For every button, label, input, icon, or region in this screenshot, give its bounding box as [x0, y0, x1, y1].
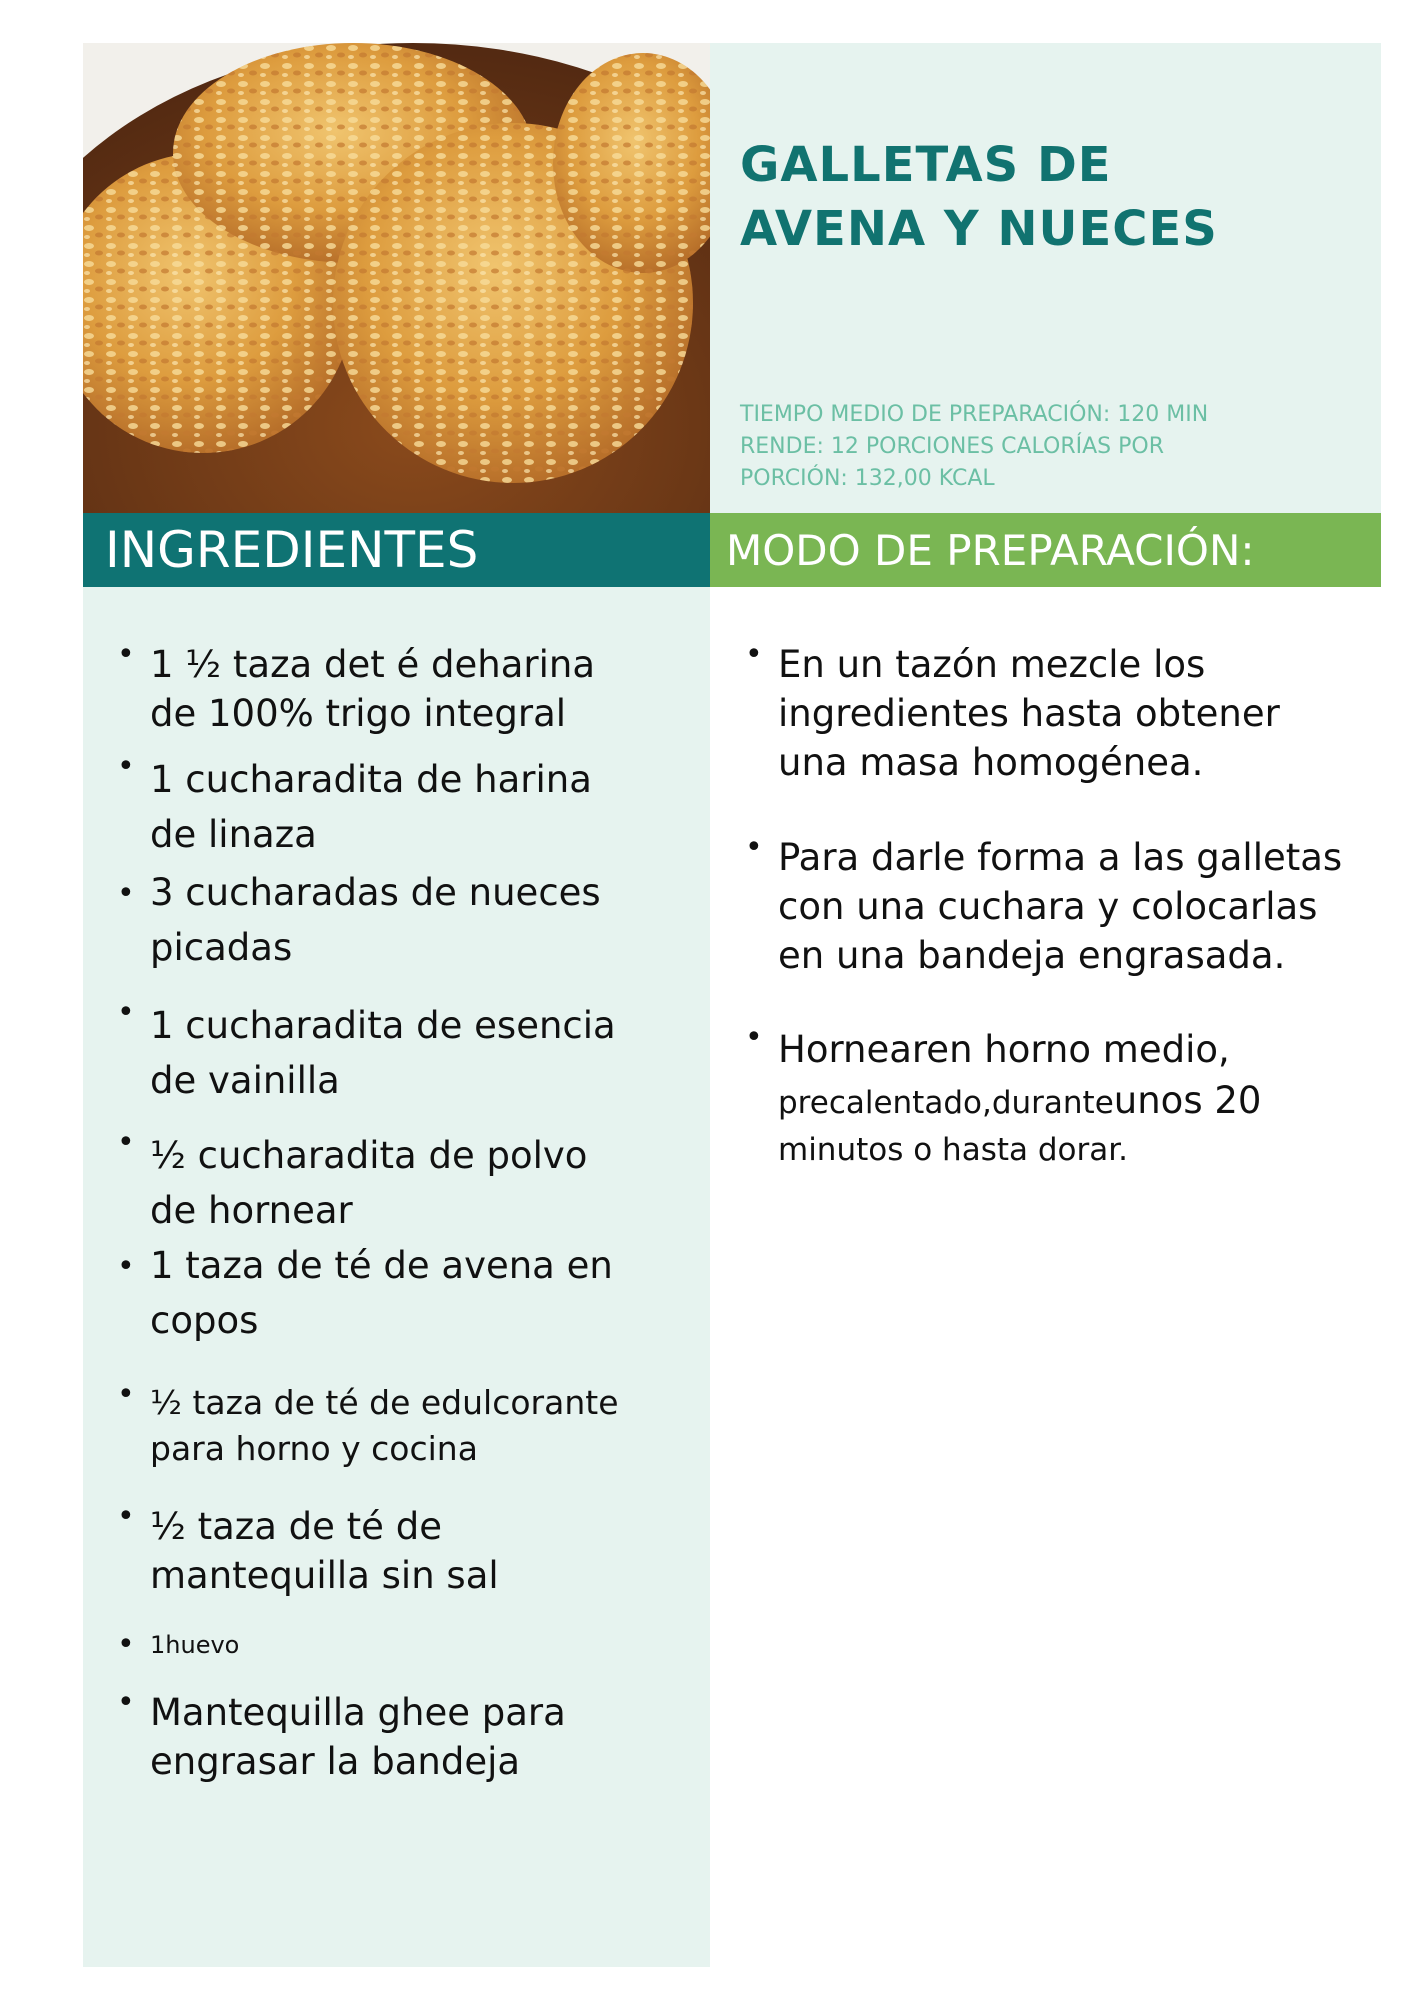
ingredient-item: • 1 cucharadita de esencia de vainilla: [117, 995, 616, 1102]
bullet: •: [117, 876, 135, 911]
cookies-photo: [83, 43, 710, 513]
ingredient-item: • 1 taza de té de avena en copos: [117, 1244, 613, 1342]
step-item: • Hornearen horno medio, precalentado,duranteunos 20 minutos o hasta dorar.: [745, 1020, 1262, 1168]
ingredients-heading: INGREDIENTES: [83, 513, 710, 587]
bullet: •: [117, 1125, 135, 1160]
recipe-title-line2: AVENA Y NUECES: [740, 201, 1218, 257]
bullet: •: [117, 1377, 135, 1412]
ingredient-item: • ½ taza de té de mantequilla sin sal: [117, 1499, 499, 1597]
bullet: •: [117, 1627, 135, 1662]
bullet: •: [117, 1685, 135, 1720]
bullet: •: [117, 995, 135, 1030]
bullet: •: [117, 749, 135, 784]
cookies-image: [83, 43, 710, 513]
recipe-title: [740, 133, 1360, 261]
ingredient-item: • Mantequilla ghee para engrasar la bandeja: [117, 1685, 566, 1783]
preparation-heading: MODO DE PREPARACIÓN:: [710, 513, 1381, 587]
recipe-title-line1: GALLETAS DE: [740, 137, 1112, 193]
bullet: •: [117, 637, 135, 672]
step-item: • En un tazón mezcle los ingredientes hasta obtener una masa homogénea.: [745, 637, 1280, 784]
ingredient-item: • 1 ½ taza det é deharina de 100% trigo integral: [117, 637, 595, 735]
title-panel: [710, 43, 1381, 513]
bullet: •: [117, 1499, 135, 1534]
bullet: •: [745, 637, 763, 672]
meta-prep-time: TIEMPO MEDIO DE PREPARACIÓN: 120 MIN: [740, 402, 1209, 427]
recipe-meta: [740, 399, 1360, 495]
ingredient-item: • 1 cucharadita de harina de linaza: [117, 749, 592, 856]
bullet: •: [745, 830, 763, 865]
meta-calories: PORCIÓN: 132,00 KCAL: [740, 466, 995, 491]
step-item: • Para darle forma a las galletas con una cuchara y colocarlas en una bandeja engrasada.: [745, 830, 1343, 977]
bullet: •: [117, 1249, 135, 1284]
ingredient-item: • 3 cucharadas de nueces picadas: [117, 871, 601, 969]
ingredient-item: • ½ taza de té de edulcorante para horno y cocina: [117, 1377, 619, 1468]
bullet: •: [745, 1020, 763, 1055]
meta-servings: RENDE: 12 PORCIONES CALORÍAS POR: [740, 434, 1164, 459]
ingredient-item: • ½ cucharadita de polvo de hornear: [117, 1125, 588, 1232]
ingredient-item: • 1huevo: [117, 1627, 240, 1662]
